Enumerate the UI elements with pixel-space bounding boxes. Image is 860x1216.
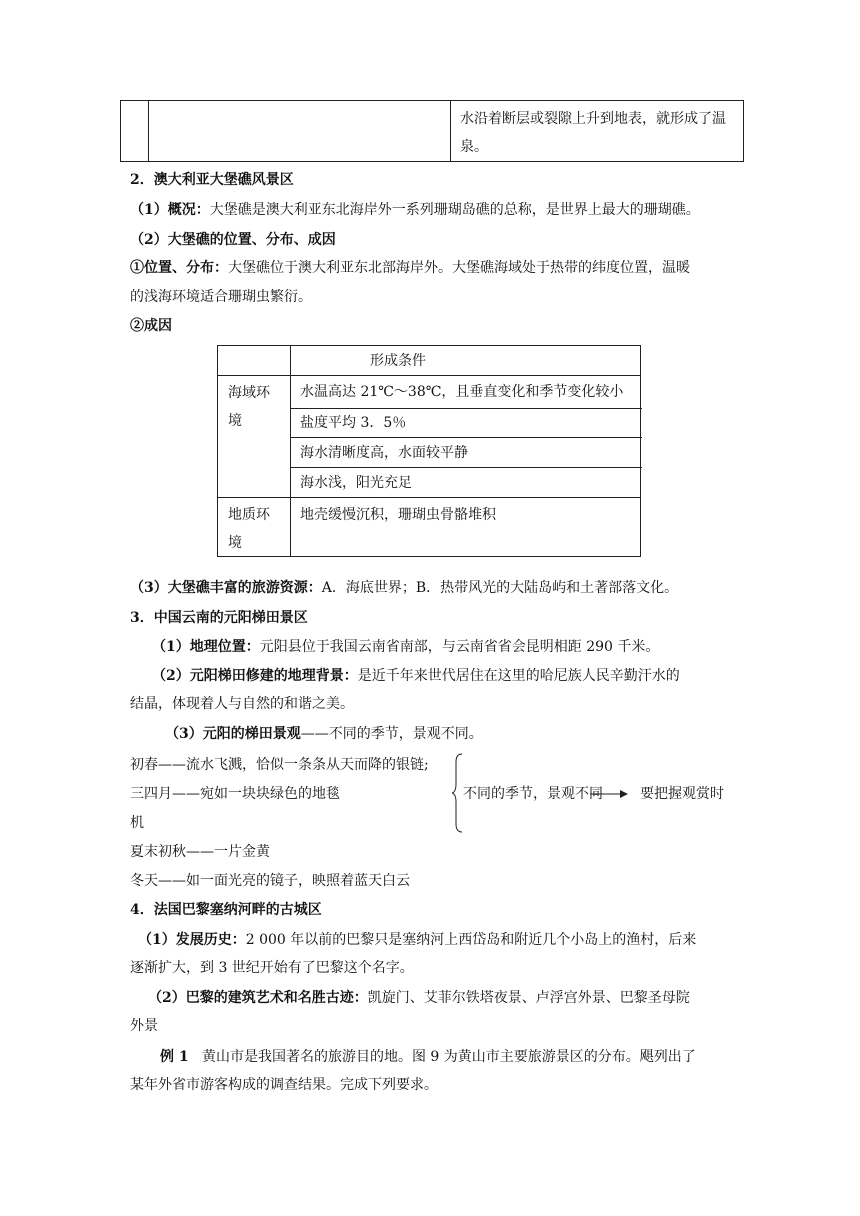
table-header: 形成条件 — [370, 353, 426, 369]
season-line: 冬天——如一面光亮的镜子，映照着蓝天白云 — [130, 873, 410, 889]
formation-table — [217, 345, 641, 557]
example-text: 某年外省市游客构成的调查结果。完成下列要求。 — [130, 1077, 438, 1093]
paragraph — [138, 930, 696, 950]
paragraph — [130, 258, 690, 278]
paragraph-text: 结晶，体现着人与自然的和谐之美。 — [130, 696, 354, 712]
paragraph-text: ——不同的季节，景观不同。 — [300, 726, 483, 742]
arrow-text: 要把握观赏时 — [640, 786, 724, 802]
paragraph-text: 是近千年来世代居住在这里的哈尼族人民辛勤汗水的 — [357, 668, 680, 684]
season-line: 三四月——宛如一块块绿色的地毯 — [130, 786, 340, 802]
table-cell: 盐度平均 3．5％ — [300, 415, 407, 431]
paragraph-label: ①位置、分布： — [130, 260, 228, 276]
paragraph — [152, 637, 659, 657]
paragraph-text: 凯旋门、艾菲尔铁塔夜景、卢浮宫外景、巴黎圣母院 — [367, 990, 690, 1006]
paragraph — [152, 666, 680, 686]
paragraph-label: （1）地理位置： — [152, 639, 260, 655]
arrow-right-icon — [590, 788, 630, 800]
paragraph-label: （1）概况： — [130, 202, 210, 218]
table-cell: 海水浅，阳光充足 — [300, 475, 412, 491]
table-divider — [290, 437, 642, 438]
paragraph-text: 2 000 年以前的巴黎只是塞纳河上西岱岛和附近几个小岛上的渔村，后来 — [245, 932, 697, 948]
table-cell-empty — [121, 101, 149, 161]
paragraph — [130, 200, 700, 220]
table-divider — [290, 346, 291, 556]
table-cell: 地壳缓慢沉积，珊瑚虫骨骼堆积 — [300, 507, 496, 523]
table-row-label: 境 — [228, 413, 242, 429]
table-cell: 水温高达 21℃～38℃，且垂直变化和季节变化较小 — [300, 384, 624, 400]
paragraph-text: 的浅海环境适合珊瑚虫繁衍。 — [130, 289, 312, 305]
paragraph-text: 逐渐扩大，到 3 世纪开始有了巴黎这个名字。 — [130, 960, 414, 976]
example-paragraph — [160, 1047, 696, 1067]
paragraph-text: A．海底世界；B．热带风光的大陆岛屿和土著部落文化。 — [321, 580, 679, 596]
table-divider — [218, 375, 640, 376]
season-line: 初春——流水飞溅，恰似一条条从天而降的银链; — [130, 757, 429, 773]
table-divider — [290, 467, 642, 468]
section-heading: 3．中国云南的元阳梯田景区 — [130, 610, 308, 626]
table-row-label: 海域环 — [228, 385, 270, 401]
paragraph — [165, 724, 483, 744]
example-text: 黄山市是我国著名的旅游目的地。图 9 为黄山市主要旅游景区的分布。飓列出了 — [201, 1049, 696, 1065]
season-line: 夏末初秋——一片金黄 — [130, 844, 270, 860]
paragraph-label: （1）发展历史： — [138, 932, 246, 948]
section-heading: 4．法国巴黎塞纳河畔的古城区 — [130, 902, 322, 918]
paragraph-label: （3）大堡礁丰富的旅游资源： — [130, 580, 322, 596]
paragraph-text: 外景 — [130, 1018, 158, 1034]
paragraph — [130, 578, 678, 598]
table-cell-empty — [148, 101, 451, 161]
paragraph-label: （2）巴黎的建筑艺术和名胜古迹： — [148, 990, 368, 1006]
season-line: 机 — [130, 815, 144, 831]
table-row-label: 地质环 — [228, 507, 270, 523]
example-label: 例 1 — [160, 1049, 189, 1065]
table-cell-text: 水沿着断层或裂隙上升到地表，就形成了温泉。 — [460, 111, 726, 155]
subheading: ②成因 — [130, 318, 172, 334]
paragraph-label: （2）元阳梯田修建的地理背景： — [152, 668, 358, 684]
table-row-label: 境 — [228, 535, 242, 551]
paragraph-text: 元阳县位于我国云南省南部，与云南省省会昆明相距 290 千米。 — [259, 639, 660, 655]
bracket-text: 不同的季节，景观不同 — [463, 786, 603, 802]
table-divider — [218, 497, 640, 498]
paragraph-text: 大堡礁位于澳大利亚东北部海岸外。大堡礁海域处于热带的纬度位置，温暖 — [228, 260, 690, 276]
paragraph-text: 大堡礁是澳大利亚东北海岸外一系列珊瑚岛礁的总称，是世界上最大的珊瑚礁。 — [209, 202, 700, 218]
top-table-fragment — [120, 100, 744, 162]
paragraph-label: （3）元阳的梯田景观 — [165, 726, 301, 742]
subheading: （2）大堡礁的位置、分布、成因 — [130, 232, 336, 248]
table-cell: 海水清晰度高，水面较平静 — [300, 445, 468, 461]
paragraph — [148, 988, 690, 1008]
section-heading: 2．澳大利亚大堡礁风景区 — [130, 172, 294, 188]
